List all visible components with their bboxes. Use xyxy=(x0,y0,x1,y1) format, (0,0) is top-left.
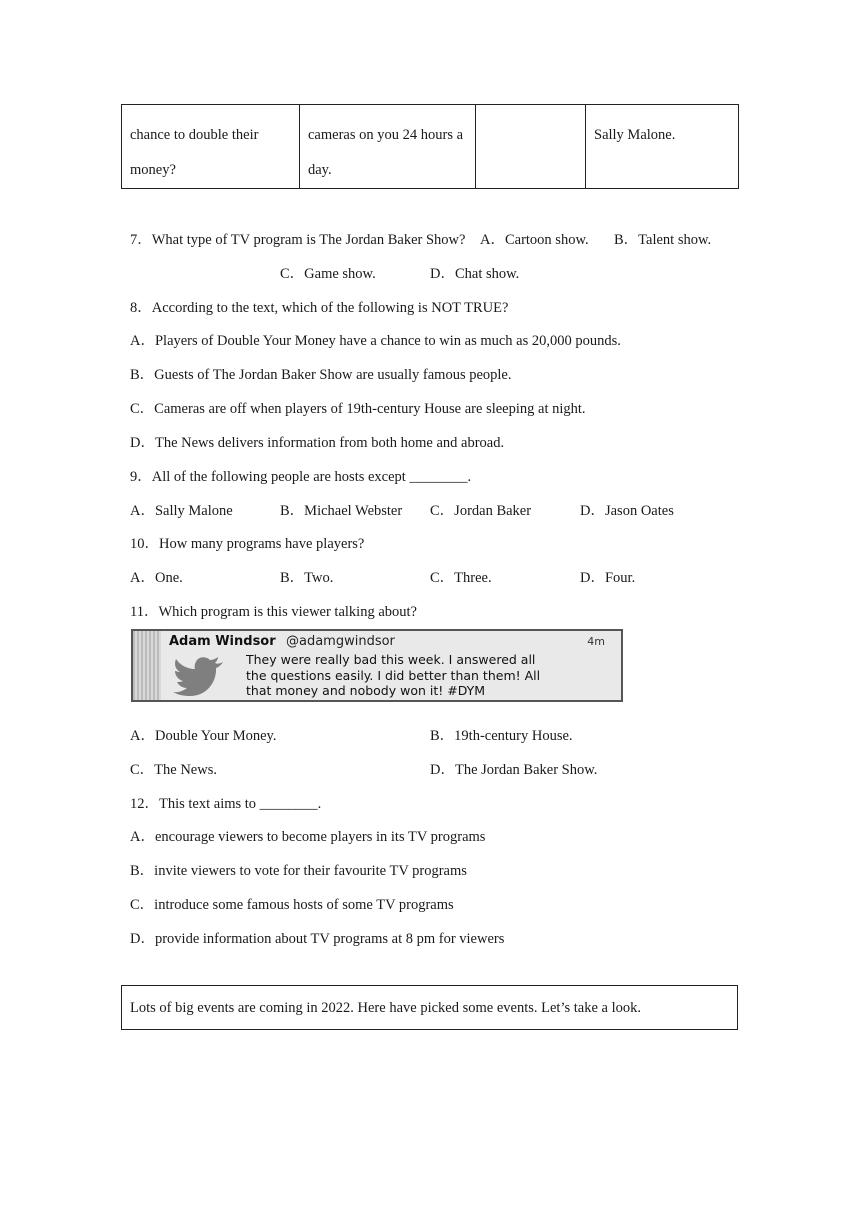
q12-stem: 12．This text aims to ________. xyxy=(130,796,322,812)
q8-stem: 8．According to the text, which of the following is NOT TRUE? xyxy=(130,300,509,316)
tweet-time: 4m xyxy=(587,635,605,648)
q11-option-d: D．The Jordan Baker Show. xyxy=(430,762,598,778)
q8-option-a: A．Players of Double Your Money have a chance to win as much as 20,000 pounds. xyxy=(130,333,621,349)
q8-option-d: D．The News delivers information from both home and abroad. xyxy=(130,435,505,451)
q8-option-c: C．Cameras are off when players of 19th-century House are sleeping at night. xyxy=(130,401,586,417)
q7-option-d: D．Chat show. xyxy=(430,266,520,282)
tweet-handle: @adamgwindsor xyxy=(286,634,395,649)
q7-option-c: C．Game show. xyxy=(280,266,376,282)
tweet-line: that money and nobody won it! #DYM xyxy=(246,683,486,698)
q10-option-b: B．Two. xyxy=(280,570,334,586)
passage-intro-text: Lots of big events are coming in 2022. Here have picked some events. Let’s take a look. xyxy=(130,1000,641,1016)
q12-option-d: D．provide information about TV programs at 8 pm for viewers xyxy=(130,931,505,947)
tweet-message xyxy=(246,652,540,699)
q10-stem: 10．How many programs have players? xyxy=(130,536,365,552)
q9-option-b: B．Michael Webster xyxy=(280,503,403,519)
q12-option-a: A．encourage viewers to become players in its TV programs xyxy=(130,829,486,845)
tweet-scan-edge xyxy=(133,631,161,700)
q7-option-a: A．Cartoon show. xyxy=(480,232,589,248)
q12-option-b: B．invite viewers to vote for their favourite TV programs xyxy=(130,863,467,879)
table-cell: chance to double their money? xyxy=(122,105,300,189)
table-cell: cameras on you 24 hours a day. xyxy=(300,105,476,189)
tweet-line: the questions easily. I did better than them! All xyxy=(246,667,541,683)
table-cell: Sally Malone. xyxy=(586,105,739,189)
q10-option-c: C．Three. xyxy=(430,570,492,586)
q11-stem: 11．Which program is this viewer talking about? xyxy=(130,604,417,620)
tweet-author-name: Adam Windsor xyxy=(169,634,276,649)
q7-stem: 7．What type of TV program is The Jordan Baker Show? xyxy=(130,232,466,248)
q7-option-b: B．Talent show. xyxy=(614,232,712,248)
q9-option-d: D．Jason Oates xyxy=(580,503,674,519)
q8-option-b: B．Guests of The Jordan Baker Show are usually famous people. xyxy=(130,367,512,383)
q11-option-b: B．19th-century House. xyxy=(430,728,573,744)
tweet-line: They were really bad this week. I answered all xyxy=(246,652,536,667)
table-cell xyxy=(476,105,586,189)
q10-option-d: D．Four. xyxy=(580,570,636,586)
bird-icon xyxy=(173,656,225,696)
q9-option-c: C．Jordan Baker xyxy=(430,503,532,519)
q10-option-a: A．One. xyxy=(130,570,183,586)
q12-option-c: C．introduce some famous hosts of some TV programs xyxy=(130,897,454,913)
viewer-tweet-image xyxy=(131,629,623,702)
q9-option-a: A．Sally Malone xyxy=(130,503,233,519)
passage-intro-box xyxy=(121,985,738,1030)
q11-option-c: C．The News. xyxy=(130,762,217,778)
program-table-fragment xyxy=(121,104,739,189)
table-row xyxy=(122,105,739,189)
q11-option-a: A．Double Your Money. xyxy=(130,728,277,744)
q9-stem: 9．All of the following people are hosts except ________. xyxy=(130,469,472,485)
